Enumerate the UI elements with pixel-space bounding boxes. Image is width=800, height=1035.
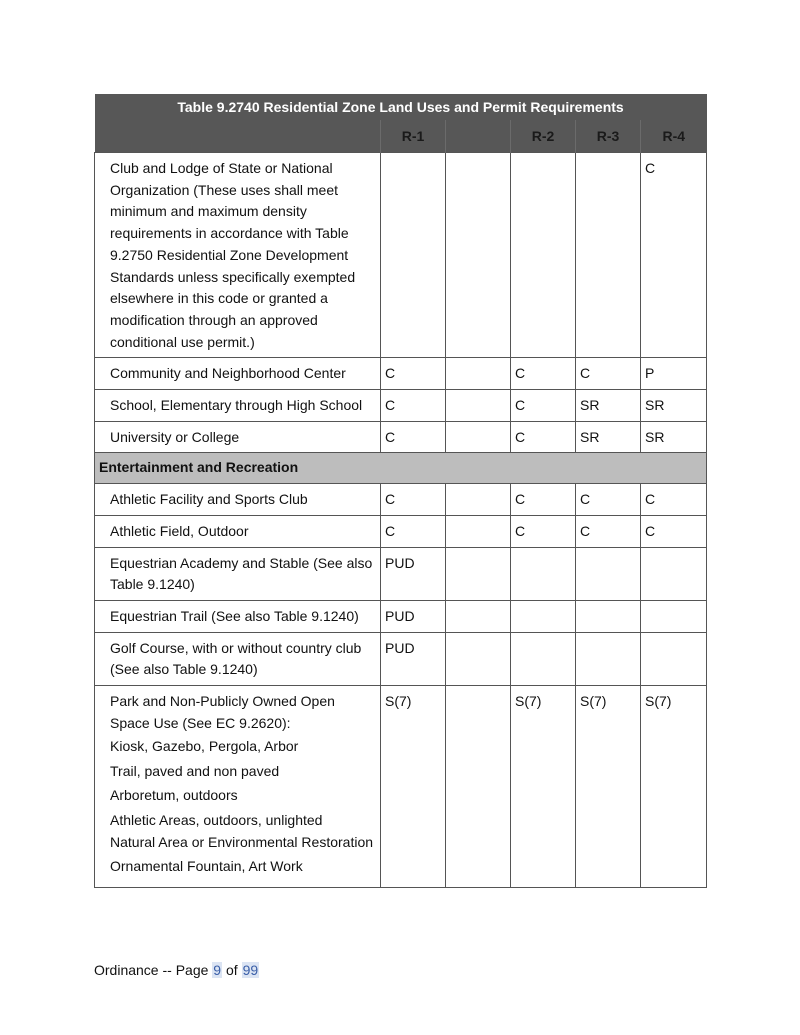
gap-cell bbox=[446, 547, 511, 600]
use-cell: University or College bbox=[95, 421, 381, 453]
r2-cell: S(7) bbox=[511, 686, 576, 888]
use-cell: Athletic Field, Outdoor bbox=[95, 515, 381, 547]
land-use-table-container bbox=[94, 94, 706, 888]
r4-cell bbox=[641, 632, 707, 685]
gap-cell bbox=[446, 390, 511, 422]
r1-cell: C bbox=[381, 358, 446, 390]
r1-cell: C bbox=[381, 515, 446, 547]
r2-cell: C bbox=[511, 515, 576, 547]
table-row bbox=[95, 547, 707, 600]
gap-cell bbox=[446, 358, 511, 390]
use-cell: Golf Course, with or without country club (See also Table 9.1240) bbox=[95, 632, 381, 685]
r2-cell bbox=[511, 153, 576, 358]
column-header-r3: R-3 bbox=[576, 120, 641, 153]
page-number: 9 bbox=[213, 962, 222, 978]
r3-cell: SR bbox=[576, 390, 641, 422]
park-line: Kiosk, Gazebo, Pergola, Arbor bbox=[110, 738, 299, 755]
gap-cell bbox=[446, 421, 511, 453]
r3-cell: S(7) bbox=[576, 686, 641, 888]
table-title: Table 9.2740 Residential Zone Land Uses and Permit Requirements bbox=[95, 94, 707, 120]
r1-cell: C bbox=[381, 421, 446, 453]
park-line: Ornamental Fountain, Art Work bbox=[110, 858, 303, 875]
use-cell: Equestrian Trail (See also Table 9.1240) bbox=[95, 600, 381, 632]
r1-cell: C bbox=[381, 484, 446, 516]
r4-cell bbox=[641, 547, 707, 600]
r3-cell bbox=[576, 632, 641, 685]
park-line: Park and Non-Publicly Owned Open Space Use (See EC 9.2620): bbox=[110, 693, 335, 731]
page-total: 99 bbox=[242, 962, 259, 978]
use-cell: Equestrian Academy and Stable (See also Table 9.1240) bbox=[95, 547, 381, 600]
table-row bbox=[95, 515, 707, 547]
section-heading: Entertainment and Recreation bbox=[95, 453, 707, 484]
r3-cell: SR bbox=[576, 421, 641, 453]
gap-cell bbox=[446, 686, 511, 888]
gap-cell bbox=[446, 600, 511, 632]
gap-cell bbox=[446, 153, 511, 358]
r4-cell: SR bbox=[641, 390, 707, 422]
r1-cell: S(7) bbox=[381, 686, 446, 888]
r3-cell: C bbox=[576, 515, 641, 547]
use-cell: School, Elementary through High School bbox=[95, 390, 381, 422]
r4-cell: C bbox=[641, 484, 707, 516]
r2-cell: C bbox=[511, 390, 576, 422]
r4-cell: C bbox=[641, 515, 707, 547]
r4-cell: C bbox=[641, 153, 707, 358]
use-cell: Club and Lodge of State or National Organization (These uses shall meet minimum and maximum density requirements in accordance with Table 9.2750 Residential Zone Development Standards unless specifically exempted elsewhere in this code or granted a modification through an approved conditional use permit.) bbox=[95, 153, 381, 358]
table-row bbox=[95, 632, 707, 685]
r3-cell bbox=[576, 600, 641, 632]
r3-cell: C bbox=[576, 484, 641, 516]
r2-cell: C bbox=[511, 484, 576, 516]
park-line: Arboretum, outdoors bbox=[110, 787, 238, 804]
table-row bbox=[95, 421, 707, 453]
table-row bbox=[95, 390, 707, 422]
gap-cell bbox=[446, 484, 511, 516]
page-footer bbox=[94, 962, 259, 978]
footer-of: of bbox=[225, 962, 238, 978]
table-row bbox=[95, 600, 707, 632]
r4-cell bbox=[641, 600, 707, 632]
column-header-use bbox=[95, 120, 381, 153]
r1-cell: PUD bbox=[381, 547, 446, 600]
r1-cell: PUD bbox=[381, 600, 446, 632]
r1-cell bbox=[381, 153, 446, 358]
footer-prefix: Ordinance -- Page bbox=[94, 962, 209, 978]
column-header-r2: R-2 bbox=[511, 120, 576, 153]
column-header-row bbox=[95, 120, 707, 153]
gap-cell bbox=[446, 515, 511, 547]
r2-cell: C bbox=[511, 421, 576, 453]
table-row bbox=[95, 358, 707, 390]
use-cell-park bbox=[95, 686, 381, 888]
r3-cell bbox=[576, 547, 641, 600]
table-row bbox=[95, 686, 707, 888]
column-header-r4: R-4 bbox=[641, 120, 707, 153]
r4-cell: S(7) bbox=[641, 686, 707, 888]
section-row bbox=[95, 453, 707, 484]
table-row bbox=[95, 153, 707, 358]
park-line: Athletic Areas, outdoors, unlighted bbox=[110, 811, 323, 828]
r4-cell: SR bbox=[641, 421, 707, 453]
park-line: Natural Area or Environmental Restoration bbox=[110, 834, 374, 851]
r4-cell: P bbox=[641, 358, 707, 390]
r3-cell bbox=[576, 153, 641, 358]
r1-cell: C bbox=[381, 390, 446, 422]
r2-cell: C bbox=[511, 358, 576, 390]
r2-cell bbox=[511, 600, 576, 632]
r1-cell: PUD bbox=[381, 632, 446, 685]
park-line: Trail, paved and non paved bbox=[110, 762, 280, 779]
use-cell: Athletic Facility and Sports Club bbox=[95, 484, 381, 516]
r3-cell: C bbox=[576, 358, 641, 390]
column-header-r1: R-1 bbox=[381, 120, 446, 153]
use-cell: Community and Neighborhood Center bbox=[95, 358, 381, 390]
column-header-gap bbox=[446, 120, 511, 153]
land-use-table bbox=[94, 94, 707, 888]
r2-cell bbox=[511, 547, 576, 600]
gap-cell bbox=[446, 632, 511, 685]
table-row bbox=[95, 484, 707, 516]
r2-cell bbox=[511, 632, 576, 685]
